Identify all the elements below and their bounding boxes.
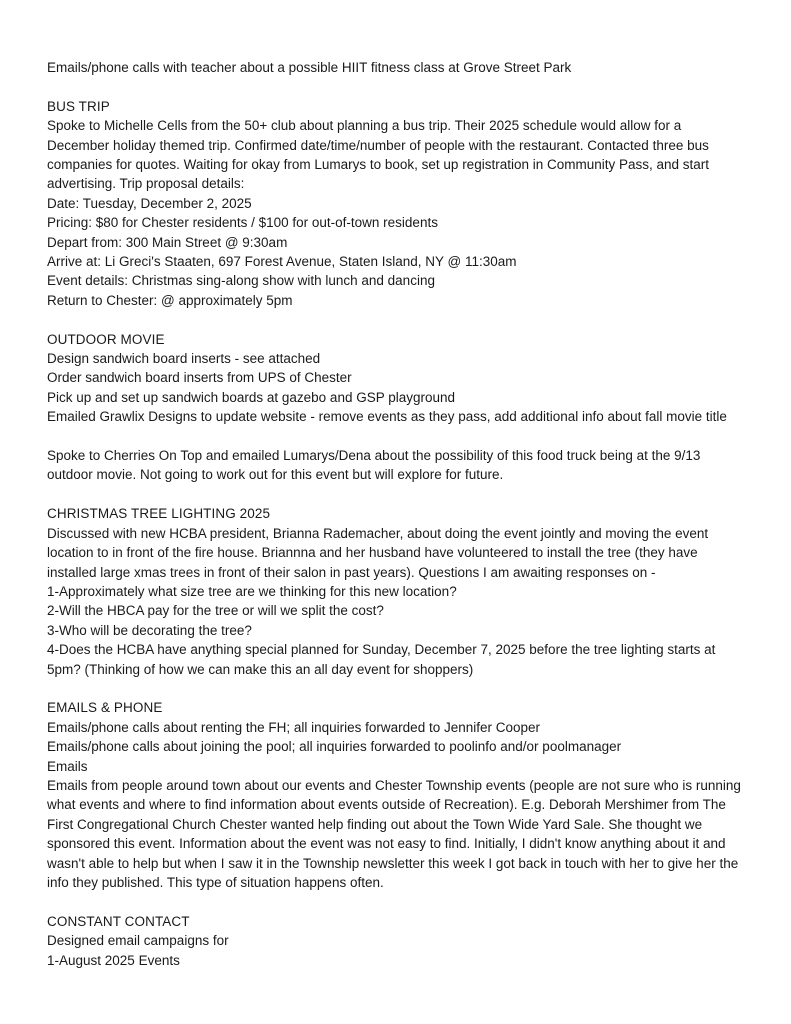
document-section [47, 58, 744, 77]
document-section [47, 330, 744, 427]
document-section [47, 912, 744, 970]
paragraph: Order sandwich board inserts from UPS of Chester [47, 370, 352, 386]
paragraph: Spoke to Michelle Cells from the 50+ club about planning a bus trip. Their 2025 schedule would allow for a December holiday themed trip. Confirmed date/time/number of people with the restaurant. Contacted three bus companies for quotes. Waiting for okay from Lumarys to book, set up registration in Community Pass, and start advertising. Trip proposal details: [47, 118, 713, 192]
document-section [47, 97, 744, 310]
paragraph: Emailed Grawlix Designs to update website - remove events as they pass, add additional info about fall movie title [47, 409, 727, 425]
paragraph: 1-August 2025 Events [47, 952, 180, 968]
paragraph: Designed email campaigns for [47, 933, 229, 949]
paragraph: Spoke to Cherries On Top and emailed Lumarys/Dena about the possibility of this food truck being at the 9/13 outdoor movie. Not going to work out for this event but will explore for future. [47, 448, 705, 483]
paragraph: 1-Approximately what size tree are we thinking for this new location? [47, 583, 457, 599]
paragraph: Emails [47, 758, 88, 774]
paragraph: 2-Will the HBCA pay for the tree or will we split the cost? [47, 603, 384, 619]
paragraph: 3-Who will be decorating the tree? [47, 622, 252, 638]
section-heading: CONSTANT CONTACT [47, 913, 190, 929]
paragraph: Design sandwich board inserts - see attached [47, 351, 321, 367]
paragraph: Emails/phone calls with teacher about a possible HIIT fitness class at Grove Street Park [47, 60, 572, 75]
paragraph: Pick up and set up sandwich boards at gazebo and GSP playground [47, 389, 456, 405]
paragraph: Arrive at: Li Greci's Staaten, 697 Forest Avenue, Staten Island, NY @ 11:30am [47, 254, 517, 270]
paragraph: Emails/phone calls about renting the FH; all inquiries forwarded to Jennifer Cooper [47, 719, 541, 735]
paragraph: Return to Chester: @ approximately 5pm [47, 292, 293, 308]
section-heading: BUS TRIP [47, 98, 110, 114]
paragraph: Depart from: 300 Main Street @ 9:30am [47, 234, 288, 250]
paragraph: Event details: Christmas sing-along show with lunch and dancing [47, 273, 435, 289]
document-section [47, 446, 744, 485]
paragraph: Date: Tuesday, December 2, 2025 [47, 195, 252, 211]
paragraph: Emails from people around town about our events and Chester Township events (people are not sure who is running what events and where to find information about events outside of Recreation). E.g. Deborah Mershimer from The First Congregational Church Chester wanted help finding out about the Town Wide Yard Sale. She thought we sponsored this event. Information about the event was not easy to find. Initially, I didn't know anything about it and wasn't able to help but when I saw it in the Township newsletter this week I got back in touch with her to give her the info they published. This type of situation happens often. [47, 777, 745, 890]
section-heading: OUTDOOR MOVIE [47, 331, 165, 347]
paragraph: Emails/phone calls about joining the pool; all inquiries forwarded to poolinfo and/or poolmanager [47, 739, 622, 755]
document-section [47, 698, 744, 892]
document-section [47, 504, 744, 679]
paragraph: 4-Does the HCBA have anything special planned for Sunday, December 7, 2025 before the tree lighting starts at 5pm? (Thinking of how we can make this an all day event for shoppers) [47, 642, 720, 677]
paragraph: Discussed with new HCBA president, Brianna Rademacher, about doing the event jointly and moving the event location to in front of the fire house. Briannna and her husband have volunteered to install the tree (they have installed large xmas trees in front of their salon in past years). Questions I am awaiting responses on - [47, 525, 712, 580]
paragraph: Pricing: $80 for Chester residents / $100 for out-of-town residents [47, 215, 438, 231]
section-heading: CHRISTMAS TREE LIGHTING 2025 [47, 506, 271, 522]
section-heading: EMAILS & PHONE [47, 700, 163, 716]
